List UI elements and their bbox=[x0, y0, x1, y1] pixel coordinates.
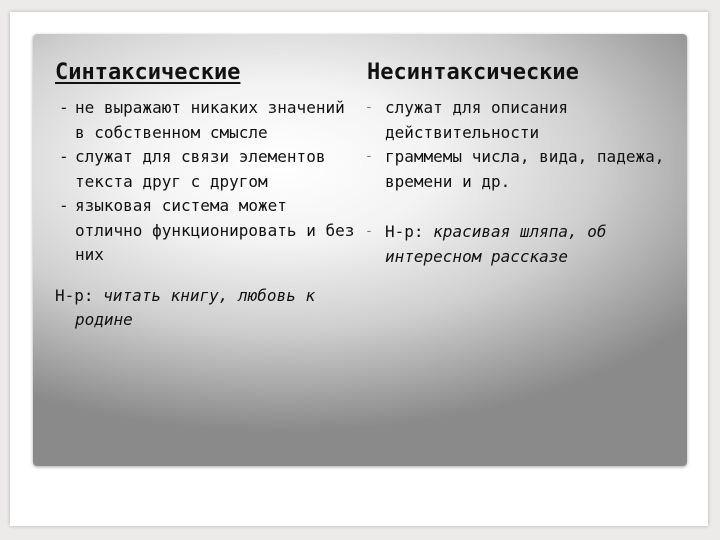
list-item: - языковая система может отлично функционировать и без них bbox=[59, 196, 355, 264]
syntactic-column bbox=[55, 60, 360, 349]
nonsyntactic-list bbox=[365, 96, 675, 194]
nonsyntactic-example: - Н-р: красивая шляпа, об интересном рассказе bbox=[365, 222, 607, 266]
list-item: - служат для описания действительности bbox=[365, 98, 569, 142]
list-item: - не выражают никаких значений в собственном смысле bbox=[59, 98, 345, 142]
syntactic-list bbox=[55, 96, 360, 268]
nonsyntactic-column bbox=[365, 60, 675, 269]
syntactic-heading: Синтаксические bbox=[55, 60, 241, 85]
nonsyntactic-heading: Несинтаксические bbox=[367, 60, 579, 85]
list-item: - служат для связи элементов текста друг с другом bbox=[59, 147, 326, 191]
syntactic-example: Н-р: читать книгу, любовь к родине bbox=[55, 285, 316, 329]
list-item: - граммемы числа, вида, падежа, времени и др. bbox=[365, 147, 665, 191]
